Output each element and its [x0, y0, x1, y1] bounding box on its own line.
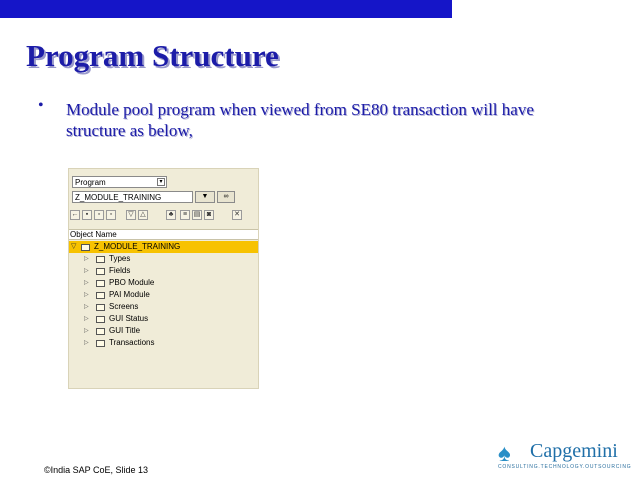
collapsed-triangle-icon[interactable]: ▷ — [84, 328, 89, 334]
tree-node-label: PAI Module — [109, 290, 150, 299]
back-arrow-icon[interactable]: ← — [71, 211, 79, 218]
sap-se80-screenshot — [68, 168, 259, 389]
slide-footer: ©India SAP CoE, Slide 13 — [44, 465, 149, 475]
tree-node-label: GUI Status — [109, 314, 149, 323]
print-icon[interactable]: ▤ — [193, 211, 201, 218]
collapsed-triangle-icon[interactable]: ▷ — [84, 304, 89, 310]
list-icon[interactable]: ≡ — [180, 210, 190, 220]
tree-node-label: Screens — [109, 302, 139, 311]
hierarchy-icon[interactable]: ♣ — [166, 210, 176, 220]
root-node-label: Z_MODULE_TRAINING — [94, 242, 181, 251]
tree-node-label: PBO Module — [109, 278, 155, 287]
tree-node[interactable] — [69, 337, 258, 349]
folder-icon — [96, 256, 105, 263]
tree-node[interactable] — [69, 301, 258, 313]
tree-node-label: Fields — [109, 266, 131, 275]
collapsed-triangle-icon[interactable]: ▷ — [84, 268, 89, 274]
tree-node[interactable] — [69, 253, 258, 265]
dropdown-icon[interactable]: ▾ — [157, 178, 165, 186]
bullet-marker: • — [38, 97, 44, 114]
folder-open-icon — [81, 244, 90, 251]
capgemini-logo — [498, 440, 632, 474]
glasses-display-button[interactable]: ∞ — [217, 191, 235, 203]
tree-node-label: Types — [109, 254, 131, 263]
folder-icon — [96, 292, 105, 299]
logo-brand: Capgemini — [530, 440, 618, 462]
slide-title: Program Structure — [26, 38, 279, 73]
collapse-icon[interactable]: ▽ — [126, 210, 136, 220]
tree-toolbar — [70, 210, 256, 222]
tree-root-node[interactable] — [69, 241, 258, 253]
tree-node-label: Transactions — [109, 338, 155, 347]
logo-tagline: CONSULTING.TECHNOLOGY.OUTSOURCING — [498, 464, 632, 470]
collapsed-triangle-icon[interactable]: ▷ — [84, 256, 89, 262]
tree-node[interactable] — [69, 325, 258, 337]
collapsed-triangle-icon[interactable]: ▷ — [84, 280, 89, 286]
object-type-select[interactable] — [72, 176, 167, 188]
tree-column-header: Object Name — [69, 229, 258, 240]
expanded-triangle-icon[interactable]: ▽ — [71, 243, 77, 250]
folder-icon — [96, 340, 105, 347]
tree-node[interactable] — [69, 277, 258, 289]
folder-icon — [96, 316, 105, 323]
folder-icon — [96, 268, 105, 275]
tree-node[interactable] — [69, 265, 258, 277]
folder-icon — [96, 328, 105, 335]
paste-icon[interactable]: ▫ — [106, 210, 116, 220]
refresh-icon[interactable]: ◙ — [204, 210, 214, 220]
tree-node-label: GUI Title — [109, 326, 141, 335]
save-icon[interactable]: ▪ — [82, 210, 92, 220]
folder-icon — [96, 304, 105, 311]
object-type-value: Program — [75, 178, 106, 187]
collapsed-triangle-icon[interactable]: ▷ — [84, 316, 89, 322]
collapsed-triangle-icon[interactable]: ▷ — [84, 340, 89, 346]
spade-logo-icon: ♠ — [498, 441, 511, 467]
folder-icon — [96, 280, 105, 287]
tree-node[interactable] — [69, 313, 258, 325]
program-name-input[interactable]: Z_MODULE_TRAINING — [72, 191, 193, 203]
display-dropdown-button[interactable]: ▼ — [195, 191, 215, 203]
expand-icon[interactable]: △ — [138, 210, 148, 220]
bullet-text: Module pool program when viewed from SE80 transaction will have structure as below, — [66, 100, 534, 140]
copy-icon[interactable]: ▫ — [94, 210, 104, 220]
close-icon[interactable]: ✕ — [232, 210, 242, 220]
tree-node[interactable] — [69, 289, 258, 301]
collapsed-triangle-icon[interactable]: ▷ — [84, 292, 89, 298]
top-accent-bar — [0, 0, 452, 18]
